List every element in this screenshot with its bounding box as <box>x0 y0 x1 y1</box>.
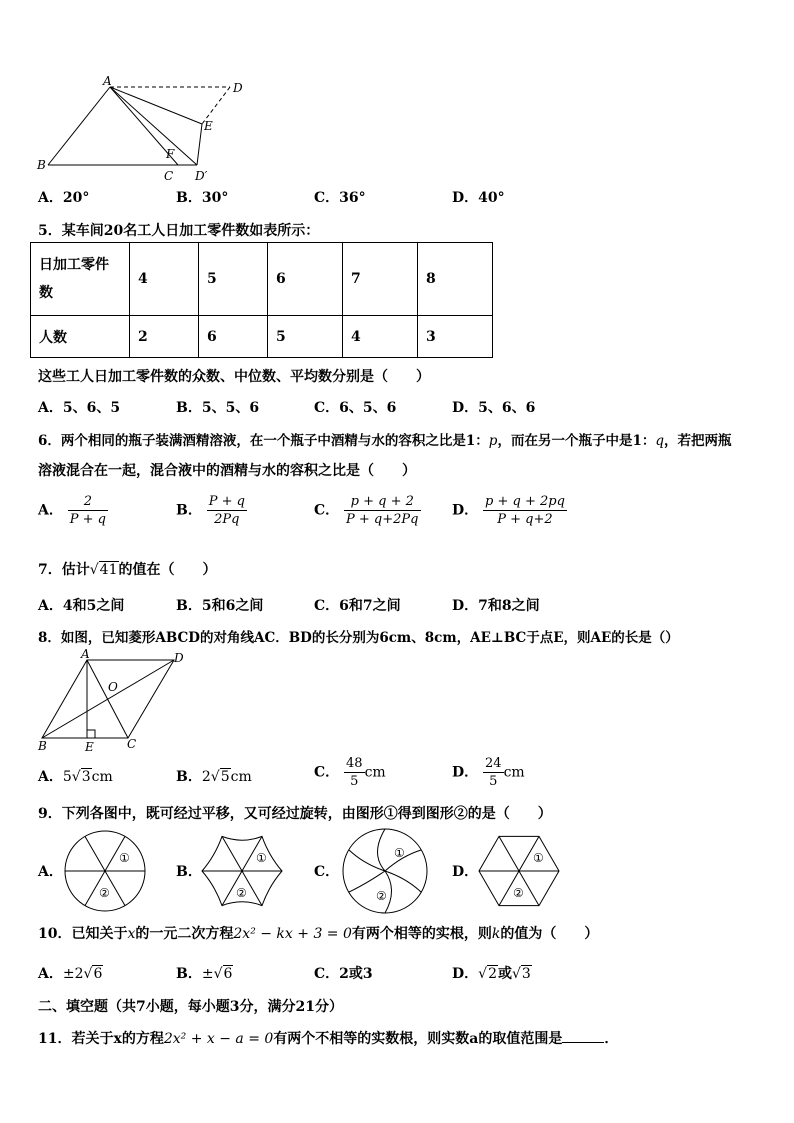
q10-option-b[interactable]: B．±√6 <box>176 966 233 982</box>
q4-label-c: C <box>164 169 174 183</box>
q6-option-b[interactable]: B． $\frac{P + q}{2Pq}$ <box>176 494 245 527</box>
fraction: $\frac{p + q + 2}{P + q+2Pq}$ <box>346 494 419 527</box>
q8-label-c: C <box>127 737 137 751</box>
table-cell: 7 <box>343 243 418 316</box>
q4-label-d: D <box>233 81 243 95</box>
q8-label-b: B <box>38 739 47 753</box>
q5-stem: 5．某车间20名工人日加工零件数如表所示： <box>38 223 320 239</box>
table-cell: 3 <box>418 316 493 358</box>
table-cell: 5 <box>268 316 343 358</box>
q5-table-header-2: 人数 <box>31 316 130 358</box>
q7-option-c[interactable]: C．6和7之间 <box>314 598 401 614</box>
fraction: $\frac{2}{P + q}$ <box>69 494 106 527</box>
q9-figure-c[interactable] <box>340 826 430 916</box>
sqrt: 2√5 <box>201 769 230 785</box>
q6-option-a[interactable]: A． $\frac{2}{P + q}$ <box>38 494 106 527</box>
q9-option-c[interactable]: C． <box>314 864 340 880</box>
q4-label-dp: D′ <box>195 169 208 183</box>
mark-1: ① <box>394 846 405 860</box>
mark-1: ① <box>256 851 267 865</box>
q4-label-b: B <box>37 158 46 172</box>
sqrt: √3 <box>511 966 531 982</box>
q8-option-a[interactable]: A．5√3cm <box>38 769 113 785</box>
table-cell: 4 <box>130 243 199 316</box>
sqrt: ±2√6 <box>62 966 103 982</box>
fraction: $\frac{24}{5}$ <box>485 756 502 789</box>
q8-option-b[interactable]: B．2√5cm <box>176 769 252 785</box>
q9-option-a[interactable]: A． <box>38 864 63 880</box>
q11-stem: 11．若关于x的方程2x² + x − a = 0有两个不相等的实数根，则实数a的取值范围是 ． <box>38 1031 619 1047</box>
q5-option-d[interactable]: D．5、6、6 <box>452 400 536 416</box>
sqrt: √2 <box>478 966 497 982</box>
table-cell: 5 <box>199 243 268 316</box>
q5-table <box>30 242 493 358</box>
q4-label-a: A <box>103 74 112 88</box>
q7-option-a[interactable]: A．4和5之间 <box>38 598 125 614</box>
fraction: $\frac{48}{5}$ <box>346 756 363 789</box>
q10-stem: 10．已知关于x的一元二次方程2x² − kx + 3 = 0有两个相等的实根，则k的值为（ ） <box>38 926 599 942</box>
q9-figure-b[interactable] <box>199 828 285 914</box>
q4-label-e: E <box>204 119 213 133</box>
q9-option-b[interactable]: B． <box>176 864 202 880</box>
q5-question: 这些工人日加工零件数的众数、中位数、平均数分别是（ ） <box>38 369 430 385</box>
mark-2: ② <box>513 886 524 900</box>
q8-stem: 8．如图，已知菱形ABCD的对角线AC．BD的长分别为6cm、8cm，AE⊥BC于点E，则AE的长是（） <box>38 630 679 646</box>
q5-table-header-1: 日加工零件 数 <box>31 243 130 316</box>
mark-1: ① <box>119 851 130 865</box>
mark-2: ② <box>236 886 247 900</box>
q8-label-a: A <box>81 648 90 661</box>
table-cell: 8 <box>418 243 493 316</box>
table-cell: 4 <box>343 316 418 358</box>
fraction: $\frac{P + q}{2Pq}$ <box>208 494 245 527</box>
sqrt: ±√6 <box>201 966 233 982</box>
q8-label-o: O <box>108 680 118 694</box>
sqrt: √41 <box>89 562 118 578</box>
table-row <box>31 243 493 316</box>
q9-figure-a[interactable] <box>62 828 148 914</box>
table-cell: 6 <box>268 243 343 316</box>
q4-option-c[interactable]: C．36° <box>314 190 366 206</box>
q10-option-d[interactable]: D．√2或√3 <box>452 966 531 982</box>
q6-option-d[interactable]: D． $\frac{p + q + 2pq}{P + q+2}$ <box>452 494 565 527</box>
fraction: $\frac{p + q + 2pq}{P + q+2}$ <box>485 494 565 527</box>
q8-label-e: E <box>85 740 94 754</box>
q4-label-f: F <box>166 147 175 161</box>
q7-option-d[interactable]: D．7和8之间 <box>452 598 540 614</box>
q5-option-c[interactable]: C．6、5、6 <box>314 400 397 416</box>
q8-label-d: D <box>174 651 184 665</box>
mark-2: ② <box>99 886 110 900</box>
mark-1: ① <box>533 851 544 865</box>
q6-stem-line1: 6．两个相同的瓶子装满酒精溶液，在一个瓶子中酒精与水的容积之比是1：p，而在另一个瓶子中是1：q，若把两瓶 <box>38 433 732 449</box>
q8-rhombus-figure <box>30 648 190 756</box>
q9-figure-d[interactable] <box>476 828 562 914</box>
q11-equation: 2x² + x − a = 0 <box>163 1031 274 1047</box>
q9-option-d[interactable]: D． <box>452 864 479 880</box>
sqrt: 5√3 <box>62 769 91 785</box>
q7-stem: 7．估计√41的值在（ ） <box>38 562 217 578</box>
table-row <box>31 316 493 358</box>
q4-option-a[interactable]: A．20° <box>38 190 90 206</box>
q5-option-b[interactable]: B．5、5、6 <box>176 400 260 416</box>
mark-2: ② <box>376 889 387 903</box>
q10-equation: 2x² − kx + 3 = 0 <box>233 926 352 942</box>
table-cell: 2 <box>130 316 199 358</box>
q6-stem-line2: 溶液混合在一起，混合液中的酒精与水的容积之比是（ ） <box>38 463 416 479</box>
q5-option-a[interactable]: A．5、6、5 <box>38 400 121 416</box>
q9-stem: 9．下列各图中，既可经过平移，又可经过旋转，由图形①得到图形②的是（ ） <box>38 806 552 822</box>
q6-option-c[interactable]: C． $\frac{p + q + 2}{P + q+2Pq}$ <box>314 494 419 527</box>
table-cell: 6 <box>199 316 268 358</box>
section-heading: 二、填空题（共7小题，每小题3分，满分21分） <box>38 999 343 1015</box>
q8-option-c[interactable]: C． $\frac{48}{5}$ cm <box>314 756 386 789</box>
q4-figure <box>30 72 260 187</box>
q10-option-a[interactable]: A．±2√6 <box>38 966 103 982</box>
q10-option-c[interactable]: C．2或3 <box>314 966 373 982</box>
q4-option-b[interactable]: B．30° <box>176 190 229 206</box>
answer-blank[interactable] <box>562 1042 604 1043</box>
q8-option-d[interactable]: D． $\frac{24}{5}$ cm <box>452 756 525 789</box>
q7-option-b[interactable]: B．5和6之间 <box>176 598 264 614</box>
q4-option-d[interactable]: D．40° <box>452 190 505 206</box>
